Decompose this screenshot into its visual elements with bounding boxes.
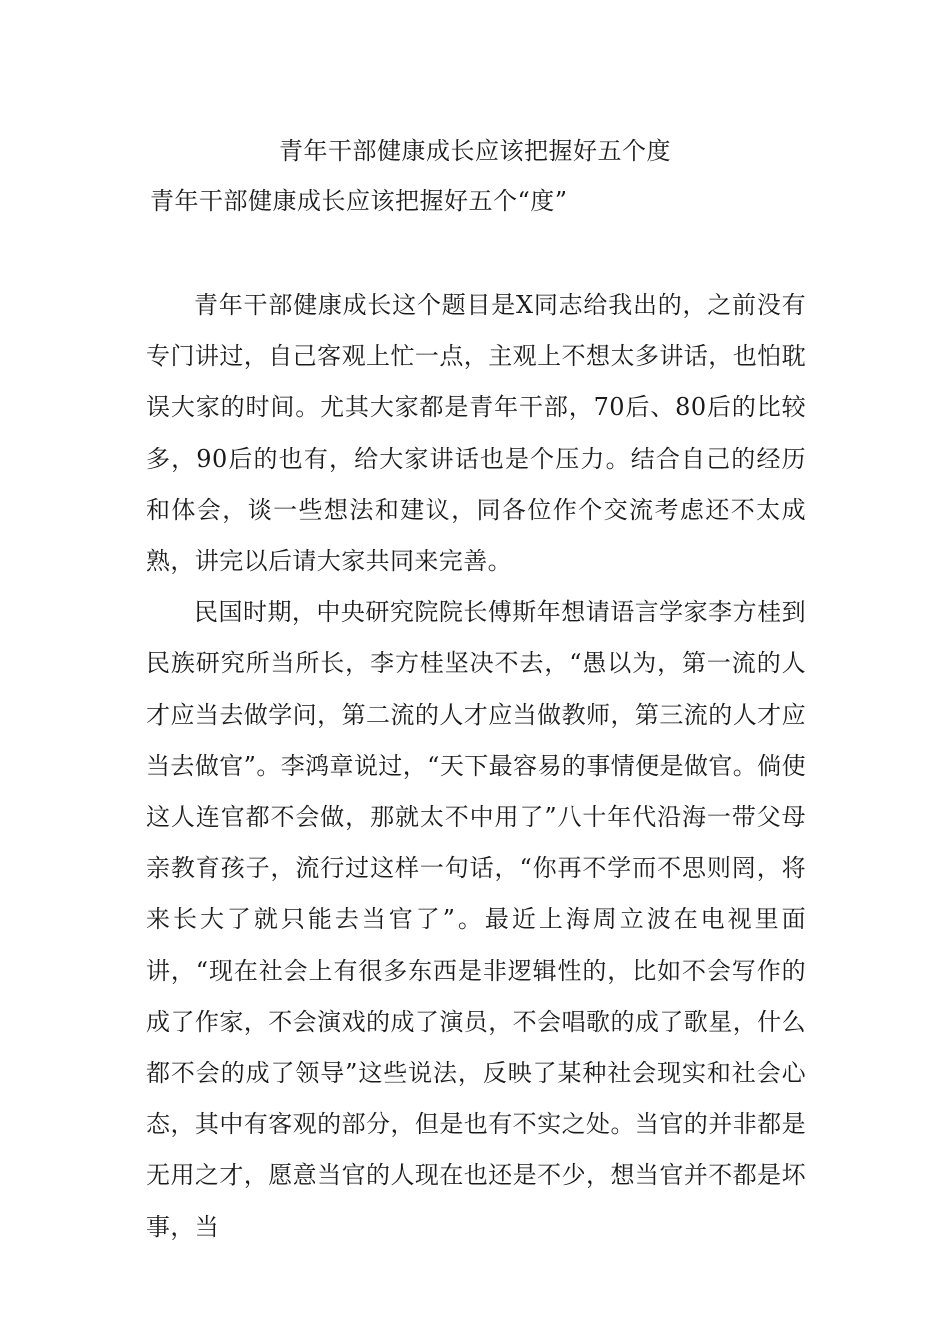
- document-subtitle: 青年干部健康成长应该把握好五个“度”: [150, 187, 568, 215]
- document-title: 青年干部健康成长应该把握好五个度: [279, 137, 671, 165]
- document-body: [146, 280, 806, 1253]
- paragraph-1: 青年干部健康成长这个题目是X同志给我出的，之前没有专门讲过，自己客观上忙一点，主观上不想太多讲话，也怕耽误大家的时间。尤其大家都是青年干部，70后、80后的比较多，90后的也有，给大家讲话也是个压力。结合自己的经历和体会，谈一些想法和建议，同各位作个交流考虑还不太成熟，讲完以后请大家共同来完善。: [146, 291, 806, 576]
- paragraph-2: 民国时期，中央研究院院长傅斯年想请语言学家李方桂到民族研究所当所长，李方桂坚决不去，“愚以为，第一流的人才应当去做学问，第二流的人才应当做教师，第三流的人才应当去做官”。李鸿章说过，“天下最容易的事情便是做官。倘使这人连官都不会做，那就太不中用了”八十年代沿海一带父母亲教育孩子，流行过这样一句话，“你再不学而不思则罔，将来长大了就只能去当官了”。最近上海周立波在电视里面讲，“现在社会上有很多东西是非逻辑性的，比如不会写作的成了作家，不会演戏的成了演员，不会唱歌的成了歌星，什么都不会的成了领导”这些说法，反映了某种社会现实和社会心态，其中有客观的部分，但是也有不实之处。当官的并非都是无用之才，愿意当官的人现在也还是不少，想当官并不都是坏事，当: [146, 598, 806, 1241]
